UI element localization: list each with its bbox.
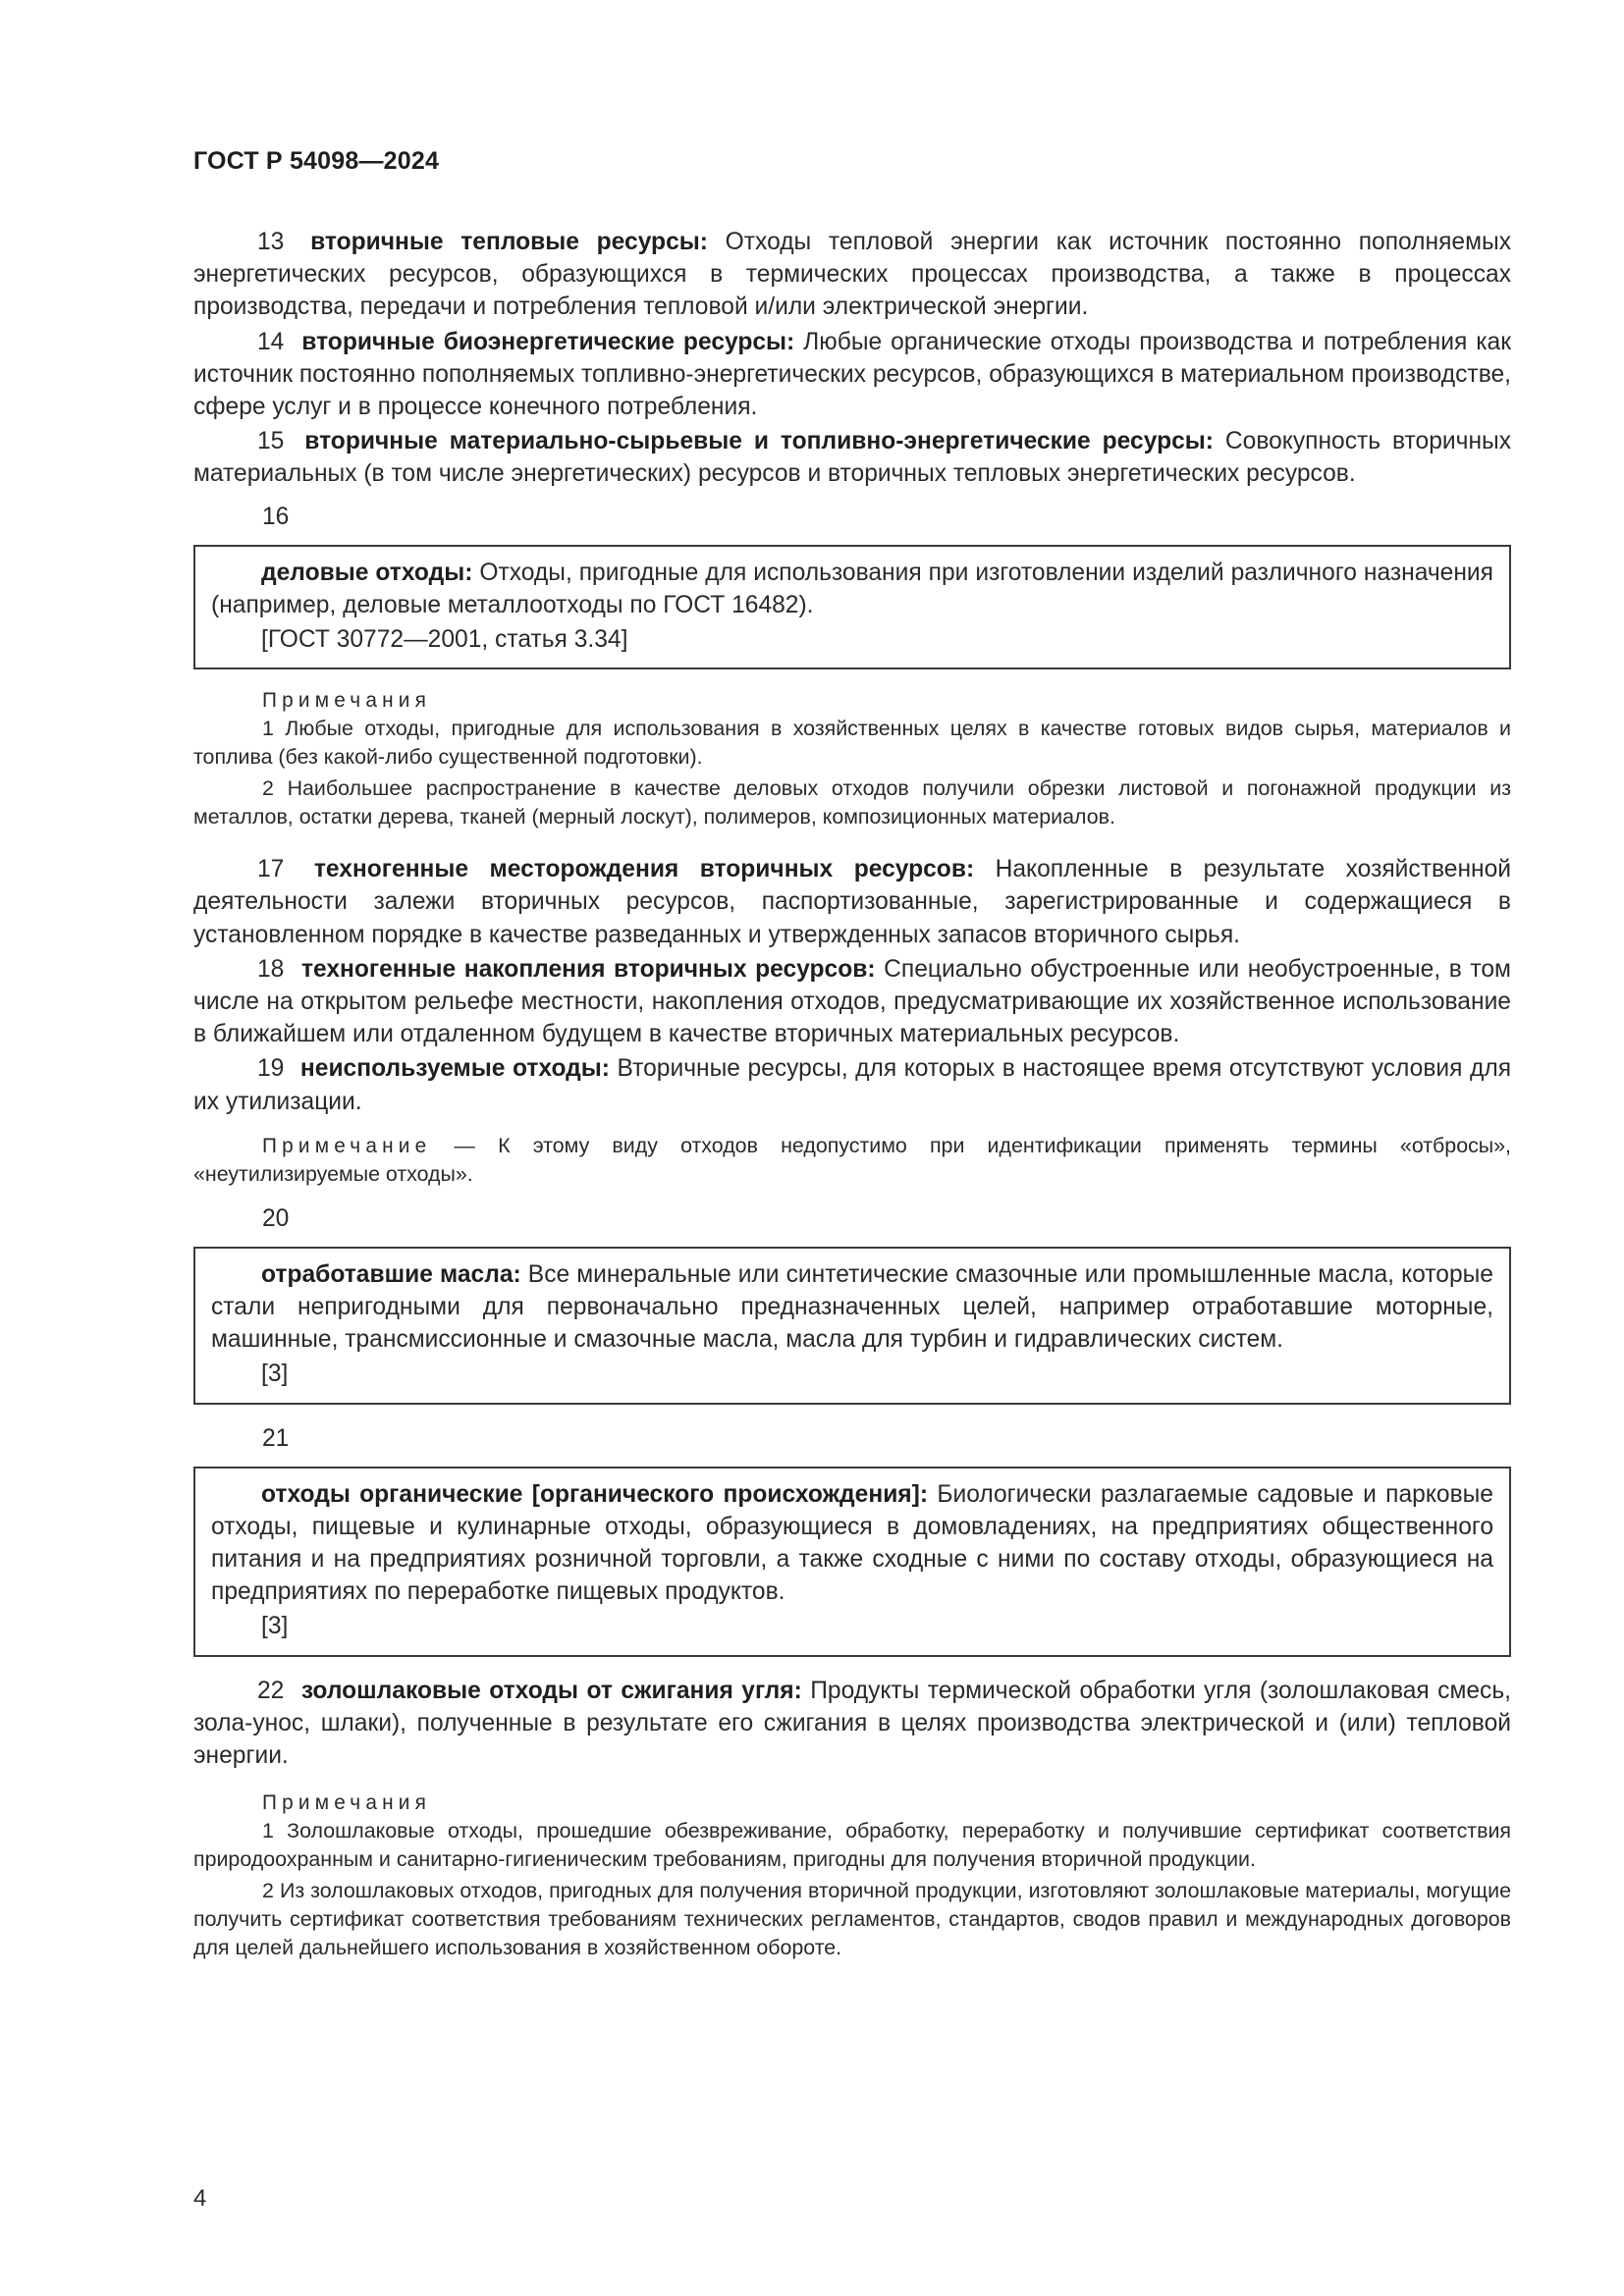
- entry-number: 14: [257, 328, 285, 355]
- term-definition: Специально обустроенные или необустроенные, в том числе на открытом рельефе местности, накопления отходов, предусматривающие их хозяйственное использование в ближайшем или отдаленном будущем в качестве вторичных материальных ресурсов.: [193, 955, 1511, 1048]
- entry-number-16: 16: [262, 503, 290, 530]
- boxed-term-entry-16: [193, 545, 1511, 670]
- term-entry-15: [193, 425, 1511, 490]
- boxed-term-entry-21: [193, 1467, 1511, 1657]
- term-definition: Вторичные ресурсы, для которых в настоящее время отсутствуют условия для их утилизации.: [193, 1055, 1512, 1115]
- term-entry-13: [193, 226, 1511, 324]
- term-definition: Совокупность вторичных материальных (в том числе энергетических) ресурсов и вторичных тепловых энергетических ресурсов.: [193, 428, 1511, 488]
- page-number: 4: [193, 2185, 207, 2212]
- standard-header: ГОСТ Р 54098—2024: [193, 147, 440, 175]
- entry-number-20: 20: [262, 1204, 290, 1232]
- note-item: 1 Любые отходы, пригодные для использования в хозяйственных целях в качестве готовых видов сырья, материалов и топлива (без какой-либо существенной подготовки).: [193, 717, 1511, 770]
- term-definition: Отходы, пригодные для использования при изготовлении изделий различного назначения (например, деловые металлоотходы по ГОСТ 16482).: [211, 559, 1493, 618]
- term-entry-22: [193, 1675, 1511, 1773]
- term-definition: Отходы тепловой энергии как источник постоянно пополняемых энергетических ресурсов, образующихся в термических процессах производства, а также в процессах производства, передачи и потребления тепловой и/или электрической энергии.: [193, 229, 1511, 321]
- note-block-19: [193, 1132, 1511, 1189]
- note-text: — К этому виду отходов недопустимо при идентификации применять термины «отбросы», «неутилизируемые отходы».: [193, 1133, 1511, 1186]
- term-title: неиспользуемые отходы:: [299, 1055, 610, 1083]
- note-item: 2 Наибольшее распространение в качестве деловых отходов получили обрезки листовой и погонажной продукции из металлов, остатки дерева, тканей (мерный лоскут), полимеров, композиционных материалов.: [193, 776, 1511, 829]
- term-entry-21: [211, 1478, 1493, 1609]
- notes-heading: Примечания: [262, 689, 432, 713]
- entry-number: 13: [257, 229, 285, 255]
- term-title: деловые отходы:: [261, 559, 473, 586]
- entry-number-21: 21: [262, 1424, 290, 1452]
- term-entry-20: [211, 1258, 1493, 1357]
- term-entry-18: [193, 953, 1511, 1051]
- notes-block-22: [193, 1789, 1511, 1962]
- note-heading: Примечание: [262, 1134, 432, 1157]
- term-title: отработавшие масла:: [261, 1260, 521, 1288]
- notes-heading: Примечания: [262, 1791, 432, 1815]
- entry-number: 15: [257, 428, 285, 455]
- term-entry-16: [211, 557, 1493, 621]
- term-title: техногенные месторождения вторичных ресурсов:: [313, 856, 975, 883]
- term-definition: Накопленные в результате хозяйственной деятельности залежи вторичных ресурсов, паспортизованные, зарегистрированные и содержащиеся в установленном порядке в качестве разведанных и утвержденных запасов вторичного сырья.: [193, 856, 1512, 948]
- term-title: вторичные материально-сырьевые и топливно-энергетические ресурсы:: [304, 428, 1214, 455]
- term-title: отходы органические [органического происхождения]:: [261, 1480, 929, 1508]
- entry-number: 19: [257, 1055, 285, 1083]
- term-title: вторичные биоэнергетические ресурсы:: [301, 328, 795, 355]
- term-definition: Продукты термической обработки угля (золошлаковая смесь, зола-унос, шлаки), полученные в результате его сжигания в целях производства электрической и (или) тепловой энергии.: [193, 1677, 1511, 1770]
- term-entry-19: [193, 1052, 1511, 1117]
- term-title: техногенные накопления вторичных ресурсов:: [300, 955, 876, 983]
- term-definition: Все минеральные или синтетические смазочные или промышленные масла, которые стали непригодными для первоначально предназначенных целей, например отработавшие моторные, машинные, трансмиссионные и смазочные масла, масла для турбин и гидравлических систем.: [211, 1260, 1493, 1354]
- term-reference: [ГОСТ 30772—2001, статья 3.34]: [261, 626, 628, 654]
- note-item: 1 Золошлаковые отходы, прошедшие обезвреживание, обработку, переработку и получившие сертификат соответствия природоохранным и санитарно-гигиеническим требованиям, пригодны для получения вторичной продукции.: [193, 1819, 1511, 1872]
- term-entry-17: [193, 853, 1511, 951]
- term-entry-14: [193, 326, 1511, 424]
- term-title: золошлаковые отходы от сжигания угля:: [300, 1677, 802, 1704]
- boxed-term-entry-20: [193, 1247, 1511, 1405]
- notes-block-16: [193, 687, 1511, 831]
- term-reference: [3]: [261, 1361, 289, 1388]
- entry-number: 17: [257, 856, 285, 883]
- document-body: [193, 226, 1511, 1984]
- term-definition: Любые органические отходы производства и потребления как источник постоянно пополняемых топливно-энергетических ресурсов, образующихся в материальном производстве, сфере услуг и в процессе конечного потребления.: [193, 328, 1511, 421]
- entry-number: 22: [257, 1677, 285, 1704]
- note-item: [193, 1132, 1511, 1189]
- term-definition: Биологически разлагаемые садовые и парковые отходы, пищевые и кулинарные отходы, образующиеся в домовладениях, на предприятиях общественного питания и на предприятиях розничной торговли, а также сходные с ними по составу отходы, образующиеся на предприятиях по переработке пищевых продуктов.: [211, 1480, 1493, 1606]
- term-title: вторичные тепловые ресурсы:: [310, 229, 708, 255]
- note-item: 2 Из золошлаковых отходов, пригодных для получения вторичной продукции, изготовляют золошлаковые материалы, могущие получить сертификат соответствия требованиям технических регламентов, стандартов, сводов правил и международных договоров для целей дальнейшего использования в хозяйственном обороте.: [193, 1879, 1511, 1960]
- entry-number: 18: [257, 955, 285, 983]
- term-reference: [3]: [261, 1613, 289, 1640]
